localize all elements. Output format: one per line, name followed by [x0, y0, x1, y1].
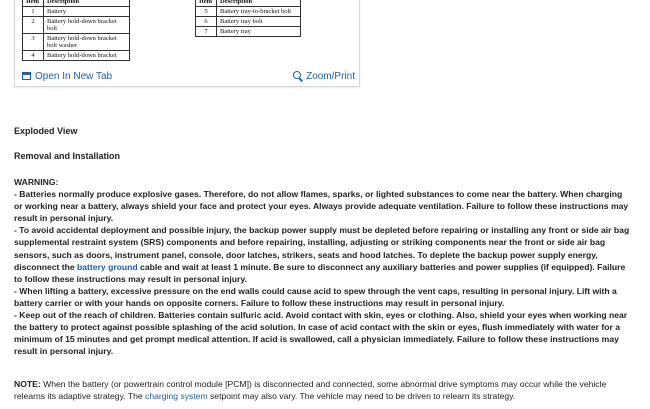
item-description: Battery tray bolt	[217, 17, 301, 27]
item-number: 1	[23, 7, 44, 17]
figure-card	[14, 0, 360, 87]
open-in-new-tab-label: Open In New Tab	[35, 71, 113, 82]
table-row	[196, 17, 301, 27]
warning-lifting: - When lifting a battery, excessive pressure on the end walls could cause acid to spew through the vent caps, resulting in personal injury. Lift with a battery carrier or with your hands on opposite corners. Failure to follow these instructions may result in personal injury.	[14, 285, 617, 308]
magnifier-icon	[293, 71, 301, 79]
parts-table-right	[195, 0, 301, 37]
window-icon	[22, 72, 31, 80]
table-row	[23, 7, 130, 17]
item-description: Battery hold-down bracket bolt washer	[44, 34, 130, 51]
table-row	[23, 51, 130, 61]
warning-label: WARNING:	[14, 177, 59, 187]
note-label: NOTE:	[14, 379, 41, 389]
parts-table-left	[22, 0, 130, 61]
item-description: Battery	[44, 7, 130, 17]
warning-children-acid: - Keep out of the reach of children. Batteries contain sulfuric acid. Avoid contact with skin, eyes or clothing. Also, shield your eyes when working near the battery to protect against possible splashing of the acid solution. In case of acid contact with the skin or eyes, flush immediately with water for a minimum of 15 minutes and get prompt medical attention. If acid is swallowed, call a physician immediately. Failure to follow these instructions may result in personal injury.	[14, 310, 628, 357]
note-text: setpoint may also vary. The vehicle may need to be driven to relearn its strategy.	[207, 391, 516, 402]
warning-text: - To avoid accidental deployment and possible injury, the backup power supply must be depleted before repairing or installing any front or side air bag supplemental restraint system (SRS) components and before repairing, installing, adjusting or striking components near the front or side air bag sensors, such as doors, instrument panel, console, door latches, strikers, seats and hood latches. To deplete the backup power supply energy, disconnect the	[14, 225, 630, 272]
item-description: Battery tray	[217, 27, 301, 37]
note-text: When the battery (or powertrain control module [PCM]) is disconnected and connected, some abnormal drive symptoms may occur while the vehicle relearns its adaptive strategy. The	[14, 379, 607, 402]
warning-backup-power	[14, 224, 632, 284]
battery-ground-link[interactable]: battery ground	[77, 261, 138, 272]
charging-system-link[interactable]: charging system	[145, 391, 208, 402]
warning-explosive-gases: - Batteries normally produce explosive gases. Therefore, do not allow flames, sparks, or lighted substances to come near the battery. When charging or working near a battery, always shield your face and protect your eyes. Always provide adequate ventilation. Failure to follow these instructions may result in personal injury.	[14, 189, 629, 224]
header-description: Description	[44, 0, 130, 7]
exploded-view-heading: Exploded View	[14, 126, 78, 136]
open-in-new-tab-link[interactable]	[22, 71, 112, 82]
table-row	[196, 7, 301, 17]
note-block	[14, 378, 634, 402]
zoom-print-link[interactable]	[293, 71, 355, 82]
warning-block	[14, 176, 632, 357]
item-number: 6	[196, 17, 217, 27]
table-row	[23, 17, 130, 34]
item-number: 5	[196, 7, 217, 17]
item-description: Battery hold-down bracket	[44, 51, 130, 61]
item-description: Battery hold-down bracket bolt	[44, 17, 130, 34]
item-number: 4	[23, 51, 44, 61]
removal-installation-heading: Removal and Installation	[14, 151, 121, 161]
header-item: Item	[23, 0, 44, 7]
figure-toolbar	[15, 69, 359, 86]
item-description: Battery tray-to-bracket bolt	[217, 7, 301, 17]
header-item: Item	[196, 0, 217, 7]
warning-text: cable and wait at least 1 minute. Be sure to disconnect any auxiliary batteries and power supplies (if equipped). Failure to follow these instructions may result in personal injury.	[14, 261, 626, 284]
table-row	[23, 34, 130, 51]
header-description: Description	[217, 0, 301, 7]
item-number: 2	[23, 17, 44, 34]
table-row	[196, 27, 301, 37]
item-number: 3	[23, 34, 44, 51]
item-number: 7	[196, 27, 217, 37]
zoom-print-label: Zoom/Print	[306, 71, 355, 82]
